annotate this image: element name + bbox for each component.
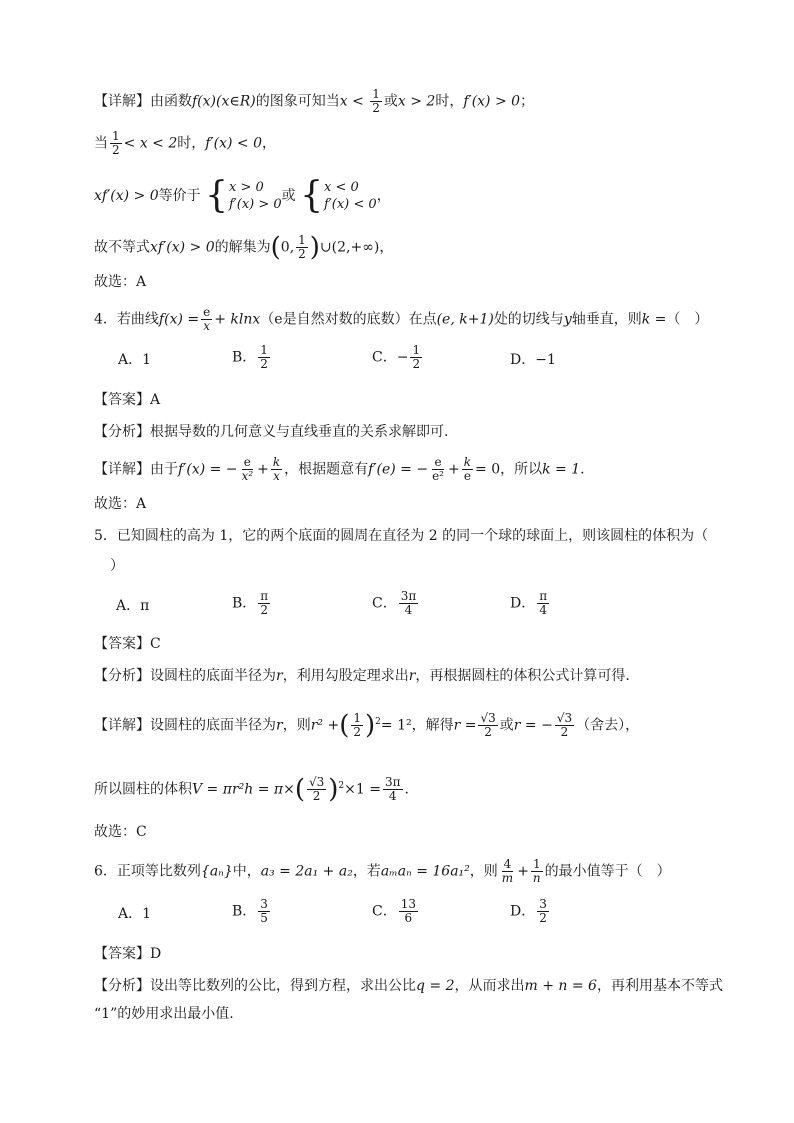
q5-answer: 【答案】C (94, 636, 161, 652)
q6-analysis-cont: “1”的妙用求出最小值. (94, 1006, 234, 1022)
fraction-one-half: $\frac{1}{2}$ (372, 87, 380, 115)
q4-option-a: A．1 (118, 352, 152, 368)
q3-detail-line-1: 【详解】由函数f(x)(x∈R)的图象可知当x < $\frac{1}{2}$ 或x > 2时，f′(x) > 0； (94, 87, 535, 115)
q4-option-c: C．− $\frac{1}{2}$ (372, 343, 421, 371)
q3-detail-line-2: 当 $\frac{1}{2}$ < x < 2时，f′(x) < 0， (94, 129, 276, 157)
q3-detail-line-3: xf′(x) > 0等价于 { x > 0 f′(x) > 0 或 { x < 0 f′(x) < 0 ， (94, 175, 391, 216)
q5-volume: 所以圆柱的体积V = πr²h = π×( $\frac{√3}{2}$ )$^2$×1 = $\frac{3\pi}{4}$ . (94, 774, 409, 805)
q5-stem-2: ） (110, 558, 124, 574)
q5-choose: 故选：C (94, 824, 147, 840)
q5-analysis: 【分析】设圆柱的底面半径为r，利用勾股定理求出r，再根据圆柱的体积公式计算可得. (94, 668, 630, 684)
fraction-one-half: $\frac{1}{2}$ (298, 233, 306, 261)
q4-choose: 故选：A (94, 496, 147, 512)
q6-analysis: 【分析】设出等比数列的公比，得到方程，求出公比q = 2，从而求出m + n = 6，再利用基本不等式 (94, 978, 723, 994)
q5-option-c: C． $\frac{3\pi}{4}$ (372, 589, 417, 617)
detail-tag: 【详解】 (94, 93, 150, 110)
q5-option-b: B． $\frac{\pi}{2}$ (232, 589, 269, 617)
inequality-system-1: { x > 0 f′(x) > 0 (205, 175, 282, 216)
q6-option-d: D． $\frac{3}{2}$ (510, 897, 547, 925)
inequality-system-2: { x < 0 f′(x) < 0 (300, 175, 377, 216)
fraction-one-half: $\frac{1}{2}$ (112, 129, 120, 157)
q5-stem-1: 5．已知圆柱的高为 1，它的两个底面的圆周在直径为 2 的同一个球的球面上，则该圆柱的体积为（ (94, 528, 709, 544)
q6-option-b: B． $\frac{3}{5}$ (232, 897, 268, 925)
q5-option-d: D． $\frac{\pi}{4}$ (510, 589, 548, 617)
q3-choose: 故选：A (94, 274, 147, 290)
q3-detail-line-4: 故不等式xf′(x) > 0的解集为(0, $\frac{1}{2}$ )∪(2,+∞)， (94, 232, 394, 263)
q4-stem: 4．若曲线f(x) = $\frac{e}{x}$ + klnx（e是自然对数的底数）在点(e, k+1)处的切线与y轴垂直，则k =（ ） (94, 305, 709, 333)
q6-option-a: A．1 (118, 906, 152, 922)
q5-detail: 【详解】设圆柱的底面半径为r，则r² +( $\frac{1}{2}$ )$^2$= 1²，解得r = $\frac{√3}{2}$ 或r = − $\frac{√3}{2}$ （舍去）， (94, 710, 640, 741)
q4-detail: 【详解】由于f′(x) = − $\frac{e}{\text{x²}}$ + $\frac{k}{x}$ ，根据题意有f′(e) = − $\frac{e}{\text{e²}}$ + $\frac{k}{e}$ = 0，所以k = 1. (94, 455, 585, 483)
q4-option-b: B． $\frac{1}{2}$ (232, 343, 268, 371)
q4-analysis: 【分析】根据导数的几何意义与直线垂直的关系求解即可. (94, 424, 449, 440)
q6-answer: 【答案】D (94, 946, 162, 962)
q6-option-c: C． $\frac{13}{6}$ (372, 897, 416, 925)
q4-option-d: D．−1 (510, 352, 556, 368)
q6-stem: 6．正项等比数列{aₙ}中，a₃ = 2a₁ + a₂，若aₘaₙ = 16a₁²，则 $\frac{4}{m}$ + $\frac{1}{n}$ 的最小值等于（ ） (94, 857, 671, 885)
q5-option-a: A．π (116, 598, 150, 614)
q4-answer: 【答案】A (94, 392, 161, 408)
fraction-e-over-x: $\frac{e}{x}$ (203, 305, 211, 333)
